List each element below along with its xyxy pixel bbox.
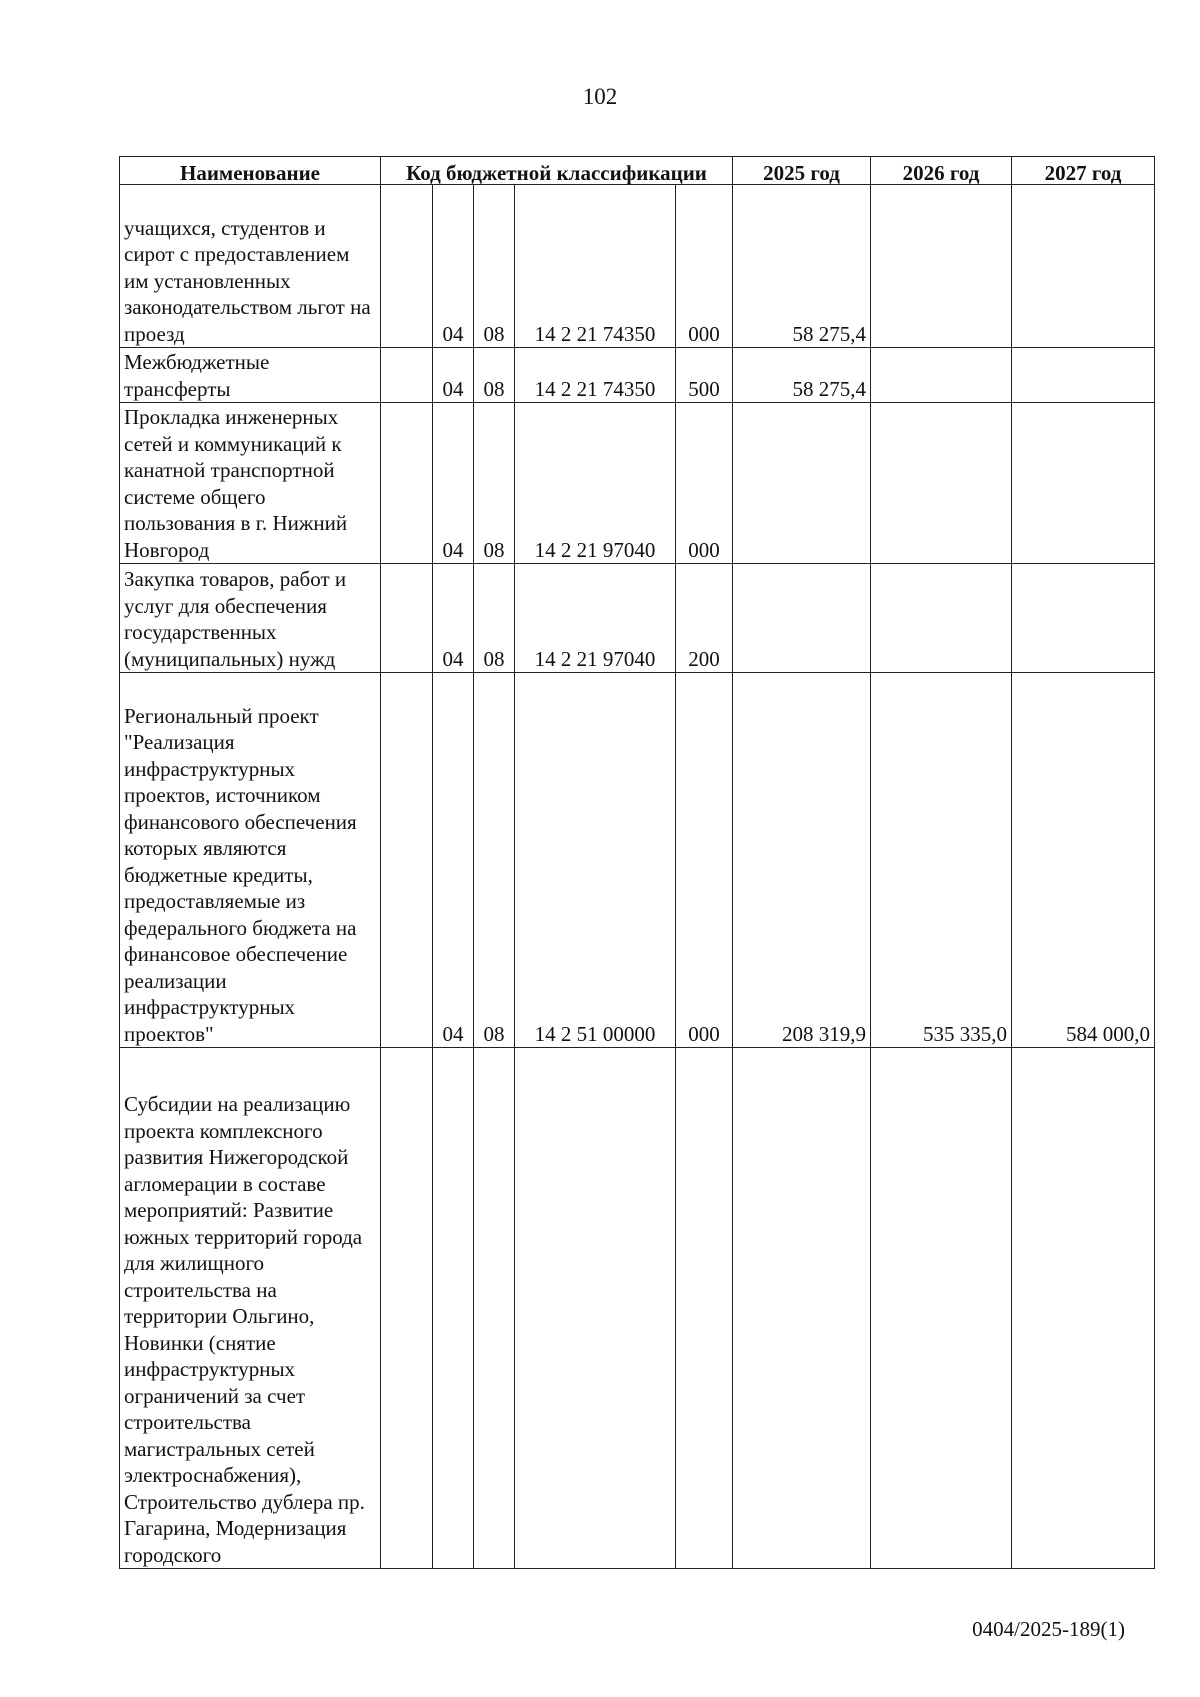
code-section: 04 [433,673,474,1048]
row-name: Прокладка инженерных сетей и коммуникаций к канатной транспортной системе общего пользования в г. Нижний Новгород [120,403,381,564]
code-section: 04 [433,348,474,403]
code-target: 14 2 21 97040 [515,403,676,564]
code-subsection: 08 [474,185,515,348]
value-2025: 208 319,9 [733,673,871,1048]
code-expense-type: 000 [676,185,733,348]
code-expense-type: 000 [676,673,733,1048]
code-subsection: 08 [474,348,515,403]
document-id: 0404/2025-189(1) [972,1617,1125,1641]
code-cell [381,673,433,1048]
value-2025 [733,1048,871,1569]
value-2027 [1012,348,1155,403]
table-row [120,403,1155,564]
code-subsection [474,1048,515,1569]
code-subsection: 08 [474,673,515,1048]
value-2027 [1012,1048,1155,1569]
value-2026 [871,185,1012,348]
table-row [120,348,1155,403]
value-2025: 58 275,4 [733,348,871,403]
value-2026 [871,564,1012,673]
code-target: 14 2 51 00000 [515,673,676,1048]
code-section: 04 [433,564,474,673]
code-cell [381,1048,433,1569]
table-header-row [120,157,1155,185]
value-2025 [733,564,871,673]
header-2027: 2027 год [1012,157,1155,185]
value-2026 [871,1048,1012,1569]
header-code: Код бюджетной классификации [381,157,733,185]
row-name: Межбюджетные трансферты [120,348,381,403]
value-2026 [871,348,1012,403]
code-expense-type: 200 [676,564,733,673]
value-2027 [1012,403,1155,564]
code-target: 14 2 21 97040 [515,564,676,673]
value-2027: 584 000,0 [1012,673,1155,1048]
value-2026 [871,403,1012,564]
row-name: Региональный проект "Реализация инфраструктурных проектов, источником финансового обеспечения которых являются бюджетные кредиты, предоставляемые из федерального бюджета на финансовое обеспечение реализации инфраструктурных проектов" [120,673,381,1048]
row-name: Субсидии на реализацию проекта комплексного развития Нижегородской агломерации в составе мероприятий: Развитие южных территорий города для жилищного строительства на территории Ольгино, Новинки (снятие инфраструктурных ограничений за счет строительства магистральных сетей электроснабжения), Строительство дублера пр. Гагарина, Модернизация городского [120,1048,381,1569]
page-number: 102 [582,84,618,109]
budget-table [119,156,1155,1569]
code-subsection: 08 [474,564,515,673]
header-2026: 2026 год [871,157,1012,185]
code-section: 04 [433,403,474,564]
value-2025: 58 275,4 [733,185,871,348]
code-cell [381,185,433,348]
code-expense-type: 500 [676,348,733,403]
code-section: 04 [433,185,474,348]
code-cell [381,564,433,673]
code-target: 14 2 21 74350 [515,185,676,348]
value-2026: 535 335,0 [871,673,1012,1048]
row-name: Закупка товаров, работ и услуг для обеспечения государственных (муниципальных) нужд [120,564,381,673]
code-cell [381,403,433,564]
value-2027 [1012,564,1155,673]
code-target [515,1048,676,1569]
code-expense-type: 000 [676,403,733,564]
code-expense-type [676,1048,733,1569]
header-2025: 2025 год [733,157,871,185]
value-2027 [1012,185,1155,348]
code-section [433,1048,474,1569]
table-row [120,185,1155,348]
table-row [120,1048,1155,1569]
table-row [120,564,1155,673]
table-row [120,673,1155,1048]
header-name: Наименование [120,157,381,185]
code-cell [381,348,433,403]
code-subsection: 08 [474,403,515,564]
code-target: 14 2 21 74350 [515,348,676,403]
row-name: учащихся, студентов и сирот с предоставлением им установленных законодательством льгот на проезд [120,185,381,348]
value-2025 [733,403,871,564]
